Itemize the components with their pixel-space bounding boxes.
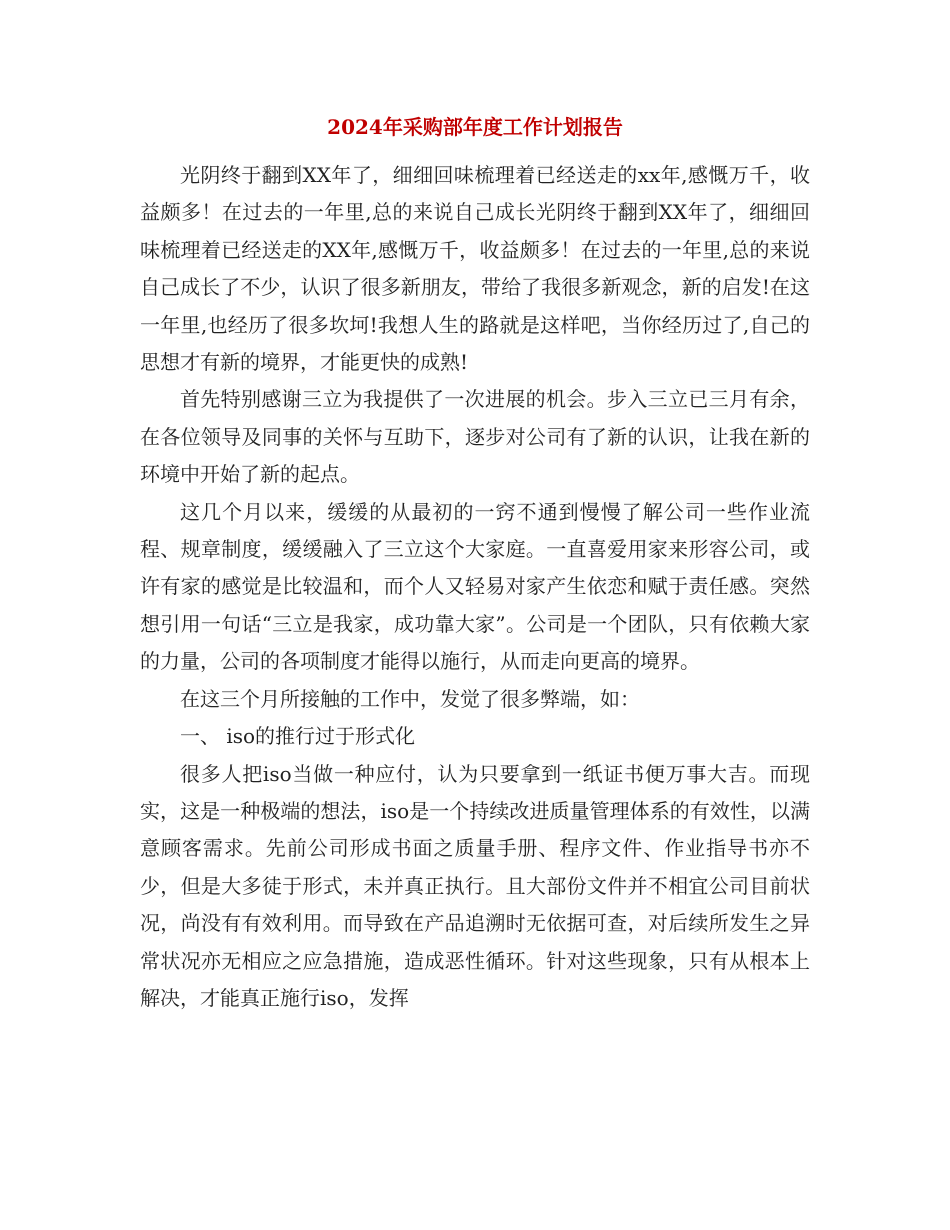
paragraph-issues-intro: 在这三个月所接触的工作中，发觉了很多弊端，如： [180,686,640,711]
paragraph-iso: 很多人把iso当做一种应付，认为只要拿到一纸证书便万事大吉。而现实，这是一种极端的想法，iso是一个持续改进质量管理体系的有效性，以满意顾客需求。先前公司形成书面之质量手册、程序文件、作业指导书亦不少，但是大多徒于形式，未并真正执行。且大部份文件并不相宜公司目前状况，尚没有有效利用。而导致在产品追溯时无依据可查，对后续所发生之异常状况亦无相应之应急措施，造成恶性循环。针对这些现象，只有从根本上解决，才能真正施行iso，发挥 [140,761,810,1010]
document-title: 2024年采购部年度工作计划报告 [327,115,623,139]
paragraph-intro: 光阴终于翻到XX年了，细细回味梳理着已经送走的xx年,感慨万千，收益颇多！在过去的一年里,总的来说自己成长光阴终于翻到XX年了，细细回味梳理着已经送走的XX年,感慨万千，收益颇多！在过去的一年里,总的来说自己成长了不少，认识了很多新朋友，带给了我很多新观念，新的启发!在这一年里,也经历了很多坎坷!我想人生的路就是这样吧，当你经历过了,自己的思想才有新的境界，才能更快的成熟! [140,163,810,375]
paragraph-thanks: 首先特别感谢三立为我提供了一次进展的机会。步入三立已三月有余，在各位领导及同事的关怀与互助下，逐步对公司有了新的认识，让我在新的环境中开始了新的起点。 [140,387,810,487]
section-heading-iso: 一、 iso的推行过于形式化 [180,724,416,749]
document-body [140,157,810,1017]
paragraph-months: 这几个月以来，缓缓的从最初的一窍不通到慢慢了解公司一些作业流程、规章制度，缓缓融入了三立这个大家庭。一直喜爱用家来形容公司，或许有家的感觉是比较温和，而个人又轻易对家产生依恋和赋于责任感。突然想引用一句话“三立是我家，成功靠大家”。公司是一个团队，只有依赖大家的力量，公司的各项制度才能得以施行，从而走向更高的境界。 [140,499,810,674]
